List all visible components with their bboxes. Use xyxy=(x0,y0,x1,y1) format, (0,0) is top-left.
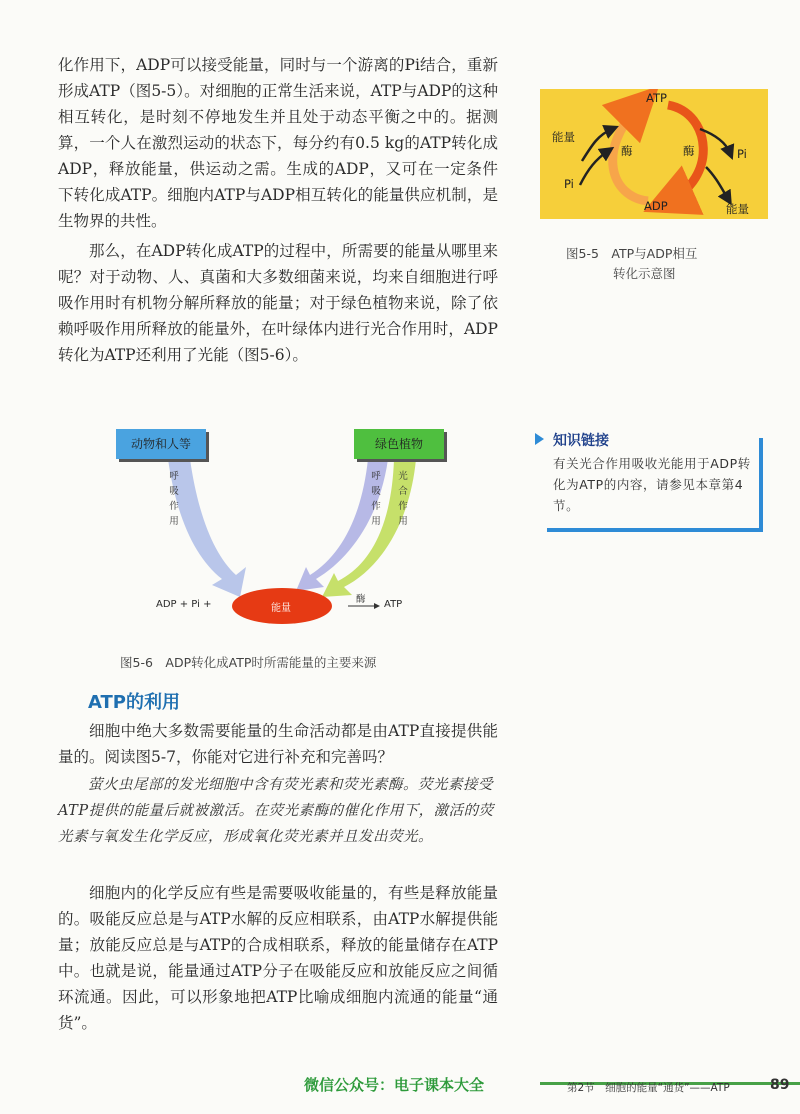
watermark: 微信公众号：电子课本大全 xyxy=(304,1076,485,1094)
figure-energy-sources xyxy=(112,425,442,625)
knowledge-link-title: 知识链接 xyxy=(553,433,609,449)
triangle-icon xyxy=(535,433,544,445)
label-energy-out: 能量 xyxy=(726,202,749,216)
label-energy-in: 能量 xyxy=(552,130,575,144)
enzyme-label: 酶 xyxy=(356,594,366,605)
firefly-note: 萤火虫尾部的发光细胞中含有荧光素和荧光素酶。荧光素接受ATP提供的能量后就被激活。在荧光素酶的催化作用下，激活的荧光素与氧发生化学反应，形成氧化荧光素并且发出荧光。 xyxy=(58,777,494,845)
label-pi-in: Pi xyxy=(564,177,574,191)
page-number: 89 xyxy=(770,1077,790,1093)
box-animals-humans: 动物和人等 xyxy=(116,429,206,459)
knowledge-link-border-bottom xyxy=(547,528,763,532)
label-pi-out: Pi xyxy=(737,147,747,161)
equation-left: ADP + Pi + xyxy=(156,599,212,610)
energy-label: 能量 xyxy=(271,603,291,614)
footer-section: 第2节 细胞的能量“通货”——ATP xyxy=(567,1082,730,1094)
section-title: ATP的利用 xyxy=(88,692,181,713)
box-green-plants: 绿色植物 xyxy=(354,429,444,459)
knowledge-link-box xyxy=(535,430,763,532)
label-enzyme-left: 酶 xyxy=(621,144,633,158)
caption-fig-5-6: 图5-6 ADP转化成ATP时所需能量的主要来源 xyxy=(120,655,377,670)
label-respiration-mid: 呼吸作用 xyxy=(371,471,381,527)
knowledge-link-text: 有关光合作用吸收光能用于ADP转化为ATP的内容，请参见本章第4节。 xyxy=(553,456,751,513)
figure-atp-adp-cycle xyxy=(540,89,768,219)
equation-right: ATP xyxy=(384,599,403,610)
knowledge-link-border-right xyxy=(759,438,763,528)
body-paragraph-1: 化作用下，ADP可以接受能量，同时与一个游离的Pi结合，重新形成ATP（图5-5）。对细胞的正常生活来说，ATP与ADP的这种相互转化，是时刻不停地发生并且处于动态平衡之中的。据测算，一个人在激烈运动的状态下，每分约有0.5 kg的ATP转化成ADP，释放能量，供运动之需。生成的ADP，又可在一定条件下转化成ATP。细胞内ATP与ADP相互转化的能量供应机制，是生物界的共性。 xyxy=(58,56,498,230)
body-paragraph-2: 那么，在ADP转化成ATP的过程中，所需要的能量从哪里来呢？对于动物、人、真菌和大多数细菌来说，均来自细胞进行呼吸作用时有机物分解所释放的能量；对于绿色植物来说，除了依赖呼吸作用所释放的能量外，在叶绿体内进行光合作用时，ADP转化为ATP还利用了光能（图5-6）。 xyxy=(58,242,498,364)
label-enzyme-right: 酶 xyxy=(683,144,695,158)
body-paragraph-3: 细胞中绝大多数需要能量的生命活动都是由ATP直接提供能量的。阅读图5-7，你能对它进行补充和完善吗？ xyxy=(58,722,498,766)
caption-fig-5-5-line2: 转化示意图 xyxy=(613,266,676,281)
body-paragraph-4: 细胞内的化学反应有些是需要吸收能量的，有些是释放能量的。吸能反应总是与ATP水解的反应相联系，由ATP水解提供能量；放能反应总是与ATP的合成相联系，释放的能量储存在ATP中。也就是说，能量通过ATP分子在吸能反应和放能反应之间循环流通。因此，可以形象地把ATP比喻成细胞内流通的能量“通货”。 xyxy=(58,884,498,1032)
label-photosynthesis: 光合作用 xyxy=(398,471,408,527)
caption-fig-5-5-line1: 图5-5 ATP与ADP相互 xyxy=(566,246,698,261)
label-respiration-left: 呼吸作用 xyxy=(169,471,179,527)
label-adp: ADP xyxy=(644,199,668,213)
label-atp: ATP xyxy=(646,91,667,105)
